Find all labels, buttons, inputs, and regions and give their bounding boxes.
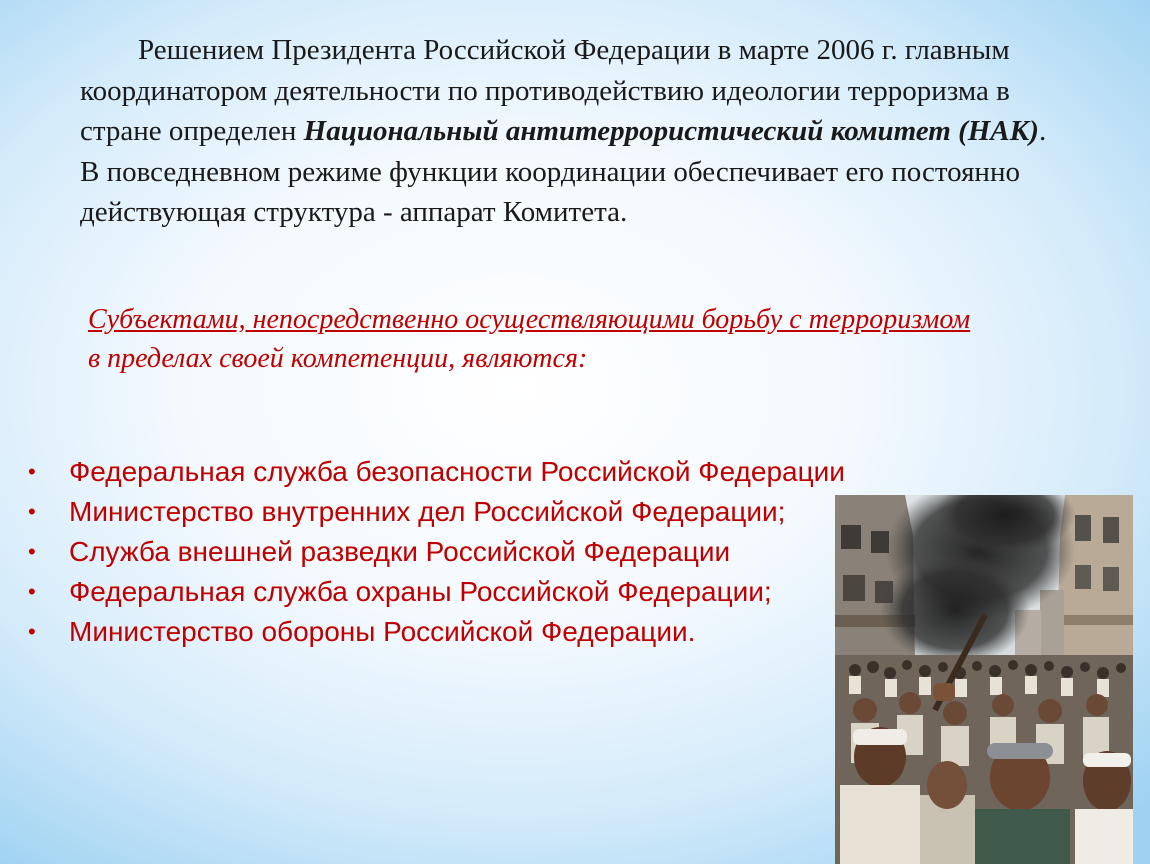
bullet-icon: • [28, 539, 36, 564]
list-item [28, 532, 845, 572]
list-item-text: Служба внешней разведки Российской Федерации [69, 536, 731, 567]
subjects-rest: в пределах своей компетенции, являются: [88, 343, 588, 374]
list-item [28, 572, 845, 612]
bullet-icon: • [28, 459, 36, 484]
subjects-list [28, 452, 845, 652]
nak-name: Национальный антитеррористический комитет (НАК) [303, 115, 1039, 147]
intro-text-start: Решением Президента Российской Федерации в марте 2006 г. главным координатором деятельности по противодействию идеологии терроризма в стране определен [80, 34, 1010, 147]
intro-paragraph [80, 30, 1060, 233]
list-item [28, 612, 845, 652]
subjects-heading [88, 300, 988, 378]
bullet-icon: • [28, 579, 36, 604]
list-item-text: Министерство внутренних дел Российской Федерации; [69, 496, 786, 527]
bullet-icon: • [28, 499, 36, 524]
list-item [28, 452, 845, 492]
list-item-text: Министерство обороны Российской Федерации. [69, 616, 696, 647]
intro-text-end: . В повседневном режиме функции координации обеспечивает его постоянно действующая структура - аппарат Комитета. [80, 115, 1047, 228]
subjects-underlined: Субъектами, непосредственно осуществляющими борьбу с терроризмом [88, 304, 971, 335]
list-item-text: Федеральная служба безопасности Российской Федерации [69, 456, 845, 487]
crowd-protest-photo [835, 495, 1133, 864]
list-item-text: Федеральная служба охраны Российской Федерации; [69, 576, 772, 607]
list-item [28, 492, 845, 532]
bullet-icon: • [28, 619, 36, 644]
